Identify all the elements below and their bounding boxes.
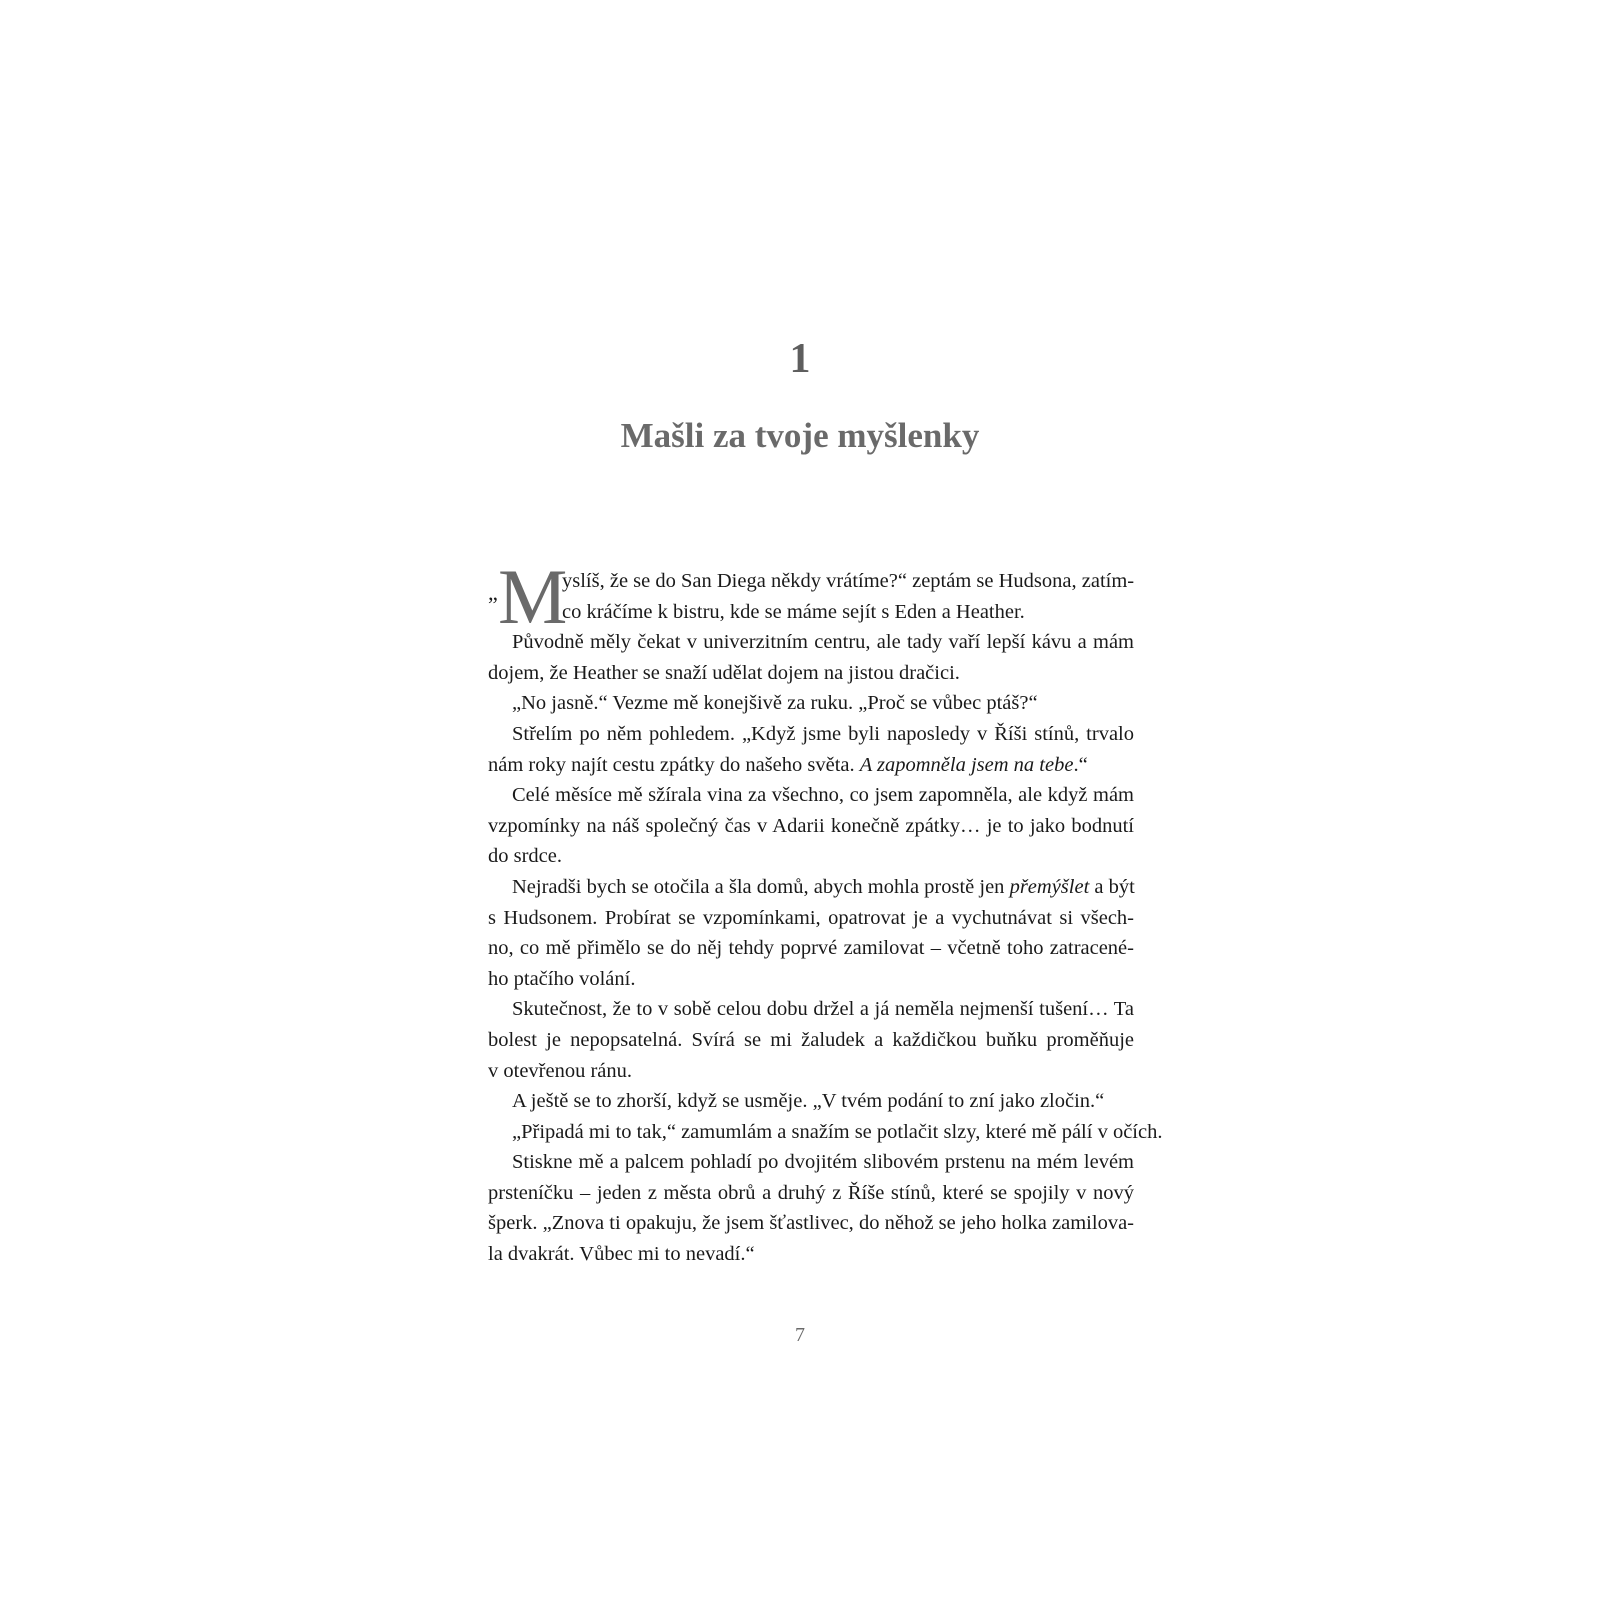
text-line: A ještě se to zhorší, když se usměje. „V tvém podání to zní jako zločin.“ <box>512 1090 1105 1113</box>
text-run: a být <box>1089 875 1135 898</box>
text-line <box>488 872 1134 903</box>
italic-text: A zapomněla jsem na tebe <box>859 753 1074 776</box>
text-line: šperk. „Znova ti opakuju, že jsem šťastlivec, do něhož se jeho holka zamilova- <box>488 1212 1134 1235</box>
paragraph <box>488 1117 1163 1148</box>
text-line: bolest je nepopsatelná. Svírá se mi žaludek a každičkou buňku proměňuje <box>488 1028 1134 1051</box>
text-run: nám roky najít cestu zpátky do našeho světa. <box>488 753 860 776</box>
text-line: yslíš, že se do San Diega někdy vrátíme?“ zeptám se Hudsona, zatím- <box>562 570 1135 592</box>
text-run: .“ <box>1073 753 1088 776</box>
page-number: 7 <box>795 1324 805 1346</box>
text-line: Střelím po něm pohledem. „Když jsme byli naposledy v Říši stínů, trvalo <box>512 722 1134 745</box>
text-line: la dvakrát. Vůbec mi to nevadí.“ <box>488 1243 755 1266</box>
text-line: „Připadá mi to tak,“ zamumlám a snažím se potlačit slzy, které mě pálí v očích. <box>512 1120 1163 1143</box>
text-line: v otevřenou ránu. <box>488 1059 633 1082</box>
paragraph <box>488 688 1134 719</box>
text-line: Skutečnost, že to v sobě celou dobu držel a já neměla nejmenší tušení… Ta <box>512 998 1134 1021</box>
dropcap-letter: M <box>498 553 568 640</box>
paragraph <box>488 872 1134 994</box>
text-line: Stiskne mě a palcem pohladí po dvojitém slibovém prstenu na mém levém <box>512 1151 1134 1174</box>
chapter-body <box>488 553 1163 1270</box>
text-run: Nejradši bych se otočila a šla domů, abych mohla prostě jen <box>512 875 1010 898</box>
italic-text: přemýšlet <box>1009 875 1090 898</box>
paragraph <box>488 719 1134 780</box>
text-line: „No jasně.“ Vezme mě konejšivě za ruku. „Proč se vůbec ptáš?“ <box>512 692 1038 715</box>
text-line: prsteníčku – jeden z města obrů a druhý z Říše stínů, které se spojily v nový <box>488 1181 1134 1204</box>
chapter-number: 1 <box>789 336 811 382</box>
paragraph <box>488 553 1135 640</box>
text-line: do srdce. <box>488 845 563 868</box>
paragraph <box>488 994 1134 1086</box>
paragraph <box>488 780 1134 872</box>
text-line: ho ptačího volání. <box>488 967 636 990</box>
text-line: Původně měly čekat v univerzitním centru, ale tady vaří lepší kávu a mám <box>512 631 1134 654</box>
text-line: Celé měsíce mě sžírala vina za všechno, co jsem zapomněla, ale když mám <box>512 784 1134 807</box>
text-line <box>488 750 1134 781</box>
text-line: dojem, že Heather se snaží udělat dojem na jistou dračici. <box>488 661 960 684</box>
text-line: no, co mě přimělo se do něj tehdy poprvé zamilovat – včetně toho zatracené- <box>488 937 1134 960</box>
chapter-title: Mašli za tvoje myšlenky <box>620 416 980 455</box>
text-line: s Hudsonem. Probírat se vzpomínkami, opatrovat je a vychutnávat si všech- <box>488 906 1134 929</box>
text-line: co kráčíme k bistru, kde se máme sejít s Eden a Heather. <box>562 600 1025 623</box>
paragraph <box>488 627 1134 688</box>
paragraph <box>488 1086 1134 1117</box>
paragraph <box>488 1147 1134 1269</box>
dropcap-quote: „ <box>488 580 498 605</box>
text-line: vzpomínky na náš společný čas v Adarii konečně zpátky… je to jako bodnutí <box>488 814 1134 837</box>
